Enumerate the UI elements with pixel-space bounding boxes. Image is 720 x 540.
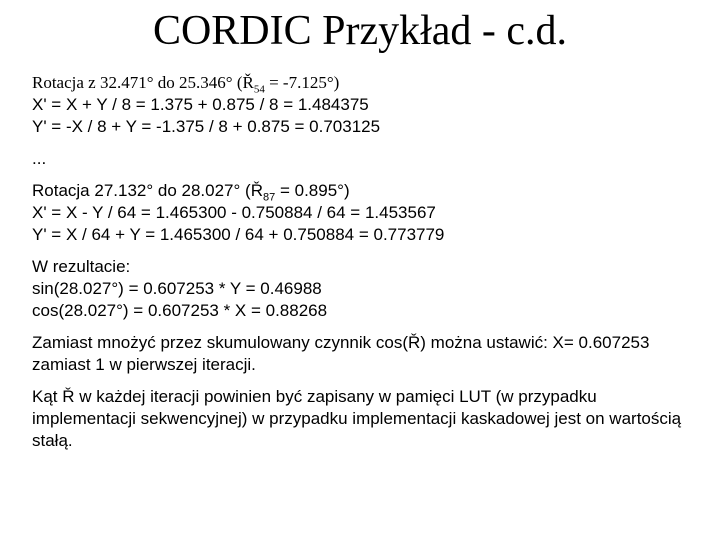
ellipsis: ...	[32, 149, 47, 168]
rotation-2-text: Rotacja 27.132° do 28.027° (Ř	[32, 181, 263, 200]
note-scaling-factor: Zamiast mnożyć przez skumulowany czynnik cos(Ř) można ustawić: X= 0.607253 zamiast 1 w pierwszej iteracji.	[32, 333, 650, 374]
x-formula-1: X' = X + Y / 8 = 1.375 + 0.875 / 8 = 1.484375	[32, 95, 369, 114]
rotation-1-text: Rotacja z 32.471° do 25.346° (Ř	[32, 73, 254, 92]
result-heading: W rezultacie:	[32, 257, 131, 276]
rotation-2-delta: = 0.895°)	[275, 181, 350, 200]
y-formula-2: Y' = X / 64 + Y = 1.465300 / 64 + 0.750884 = 0.773779	[32, 225, 445, 244]
rotation-1-subscript: 54	[253, 83, 265, 96]
note-lut-storage: Kąt Ř w każdej iteracji powinien być zapisany w pamięci LUT (w przypadku implementacji sekwencyjnej) w przypadku implementacji kaskadowej jest on wartością stałą.	[32, 387, 682, 450]
y-formula-1: Y' = -X / 8 + Y = -1.375 / 8 + 0.875 = 0.703125	[32, 117, 381, 136]
rotation-2-subscript: 87	[262, 191, 276, 204]
rotation-line-1	[32, 72, 692, 94]
rotation-1-delta: = -7.125°)	[264, 73, 340, 92]
slide-body	[32, 72, 692, 452]
sin-result: sin(28.027°) = 0.607253 * Y = 0.46988	[32, 279, 322, 298]
slide-title: CORDIC Przykład - c.d.	[152, 8, 568, 54]
cos-result: cos(28.027°) = 0.607253 * X = 0.88268	[32, 301, 328, 320]
x-formula-2: X' = X - Y / 64 = 1.465300 - 0.750884 / 64 = 1.453567	[32, 203, 436, 222]
rotation-line-2	[32, 180, 692, 202]
